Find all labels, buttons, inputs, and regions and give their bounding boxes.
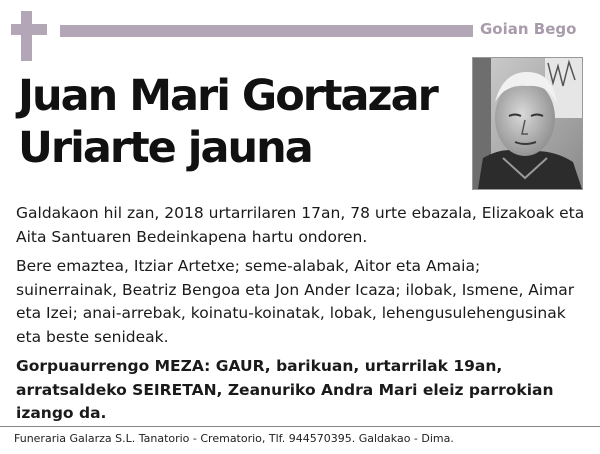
deceased-name bbox=[18, 70, 437, 174]
funeral-home-footer: Funeraria Galarza S.L. Tanatorio - Crematorio, Tlf. 944570395. Galdakao - Dima. bbox=[14, 432, 454, 445]
obituary-text bbox=[16, 202, 586, 432]
name-line-1: Juan Mari Gortazar bbox=[18, 71, 437, 121]
header-band bbox=[60, 25, 473, 37]
death-notice-paragraph: Galdakaon hil zan, 2018 urtarrilaren 17an, 78 urte ebazala, Elizakoak eta Aita Santuaren Bedeinkapena hartu ondoren. bbox=[16, 204, 585, 246]
name-line-2: Uriarte jauna bbox=[18, 123, 312, 173]
mass-paragraph: Gorpuaurrengo MEZA: GAUR, barikuan, urtarrilak 19an, arratsaldeko SEIRETAN, Zeanuriko Andra Mari eleiz parrokian izango da. bbox=[16, 357, 554, 422]
footer-divider bbox=[0, 426, 600, 427]
cross-horizontal-bar bbox=[11, 24, 47, 35]
brand-label: Goian Bego bbox=[480, 20, 577, 38]
cross-vertical-bar bbox=[21, 11, 32, 61]
portrait-photo bbox=[472, 57, 583, 190]
family-paragraph: Bere emaztea, Itziar Artetxe; seme-alabak, Aitor eta Amaia; suinerrainak, Beatriz Bengoa eta Jon Ander Icaza; ilobak, Ismene, Aimar eta Izei; anai-arrebak, koinatu-koinatak, lobak, lehengusulehengusinak eta beste senideak. bbox=[16, 257, 575, 346]
